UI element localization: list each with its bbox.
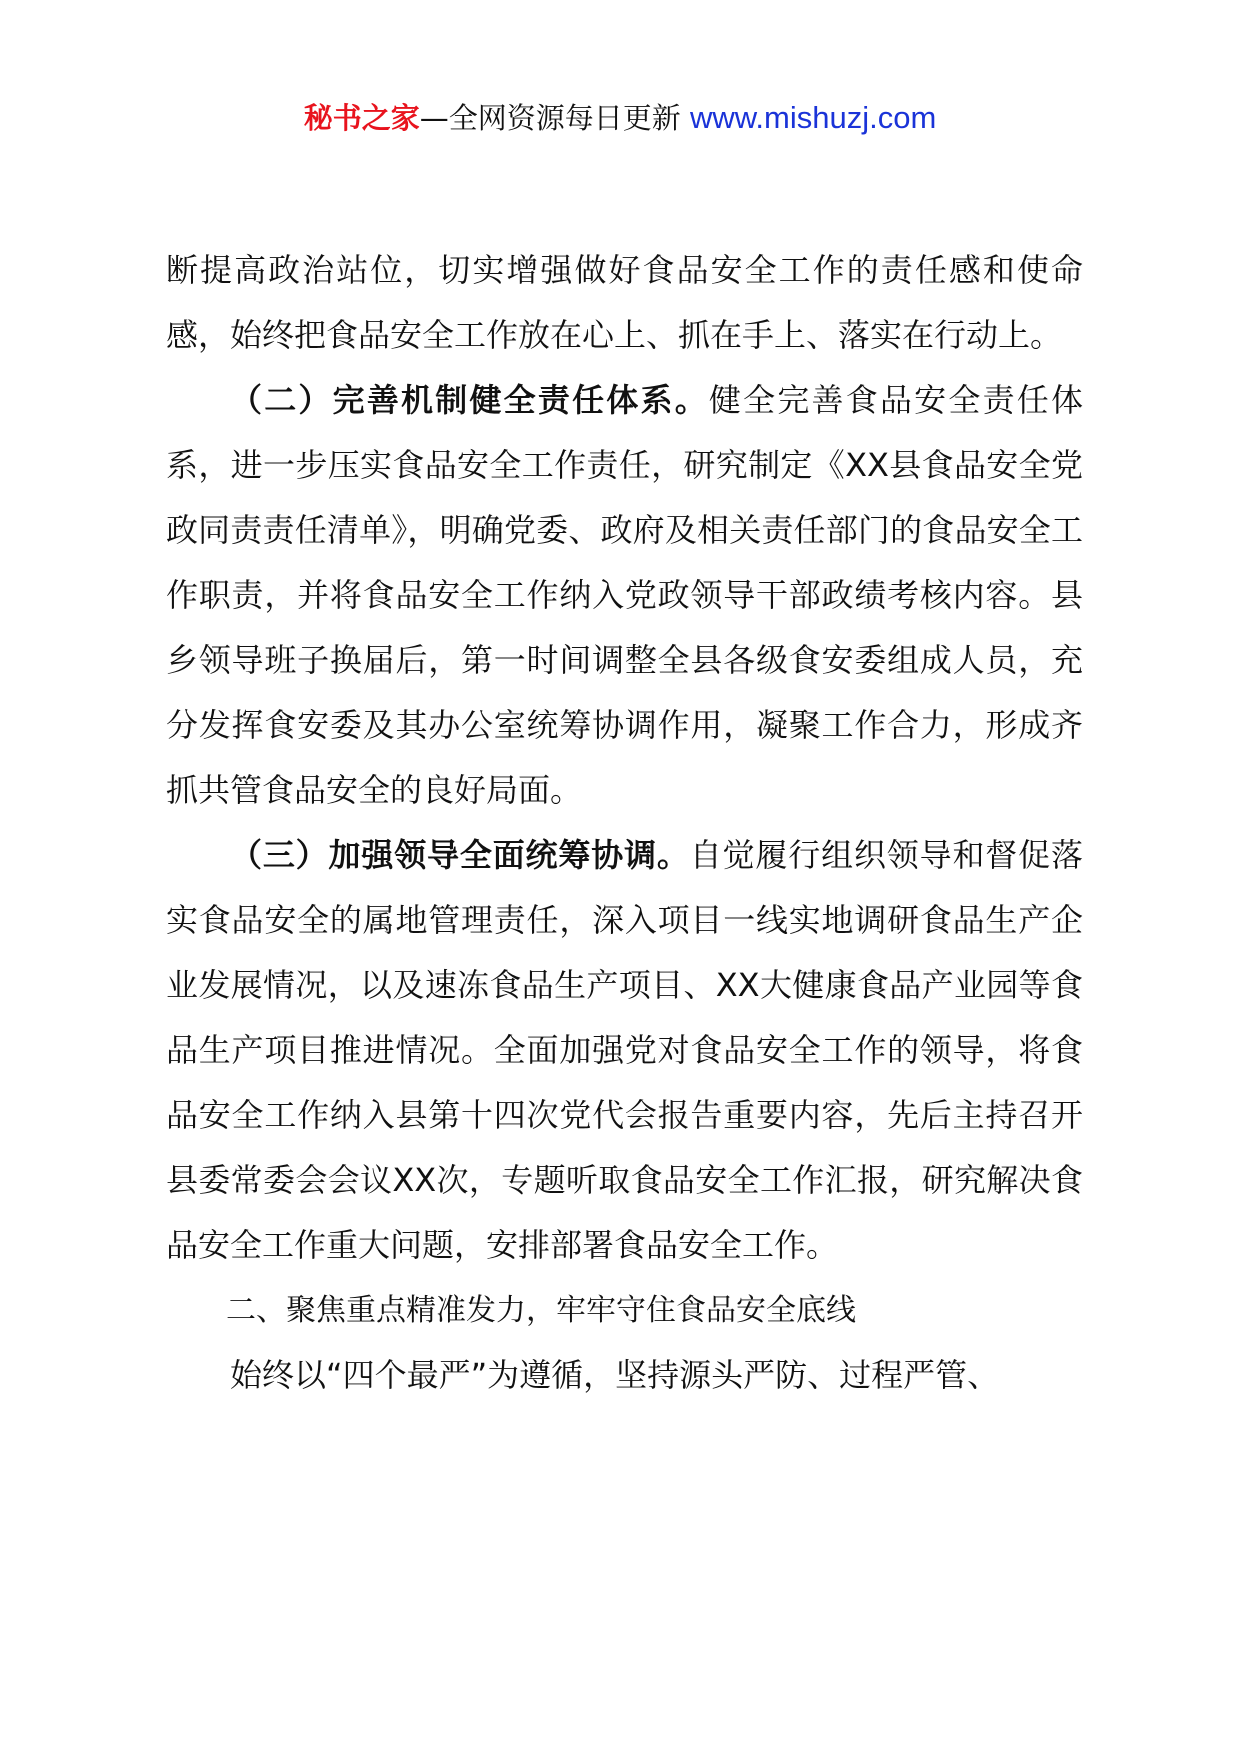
section-heading: 二、聚焦重点精准发力，牢牢守住食品安全底线: [226, 1293, 856, 1328]
paragraph-lead-heading: （二）完善机制健全责任体系。: [230, 381, 709, 419]
paragraph-strengthen-leadership: [166, 823, 1083, 1278]
header-tagline: —全网资源每日更新: [419, 101, 690, 135]
document-body: [166, 238, 1083, 1408]
page-header: [0, 98, 1240, 138]
paragraph-body-text: 健全完善食品安全责任体系，进一步压实食品安全工作责任，研究制定《XX县食品安全党政同责责任清单》，明确党委、政府及相关责任部门的食品安全工作职责，并将食品安全工作纳入党政领导干部政绩考核内容。县乡领导班子换届后，第一时间调整全县各级食安委组成人员，充分发挥食安委及其办公室统筹协调作用，凝聚工作合力，形成齐抓共管食品安全的良好局面。: [166, 381, 1083, 809]
brand-name: 秘书之家: [303, 101, 420, 135]
site-url-link[interactable]: www.mishuzj.com: [689, 100, 937, 135]
paragraph-body-text: 自觉履行组织领导和督促落实食品安全的属地管理责任，深入项目一线实地调研食品生产企业发展情况，以及速冻食品生产项目、XX大健康食品产业园等食品生产项目推进情况。全面加强党对食品安全工作的领导，将食品安全工作纳入县第十四次党代会报告重要内容，先后主持召开县委常委会会议XX次，专题听取食品安全工作汇报，研究解决食品安全工作重大问题，安排部署食品安全工作。: [166, 836, 1083, 1264]
paragraph-lead-heading: （三）加强领导全面统筹协调。: [230, 836, 690, 874]
paragraph-continued: 断提高政治站位，切实增强做好食品安全工作的责任感和使命感，始终把食品安全工作放在心上、抓在手上、落实在行动上。: [166, 251, 1083, 354]
paragraph-improve-mechanism: [166, 368, 1083, 823]
paragraph-last: 始终以“四个最严”为遵循，坚持源头严防、过程严管、: [230, 1356, 1000, 1394]
